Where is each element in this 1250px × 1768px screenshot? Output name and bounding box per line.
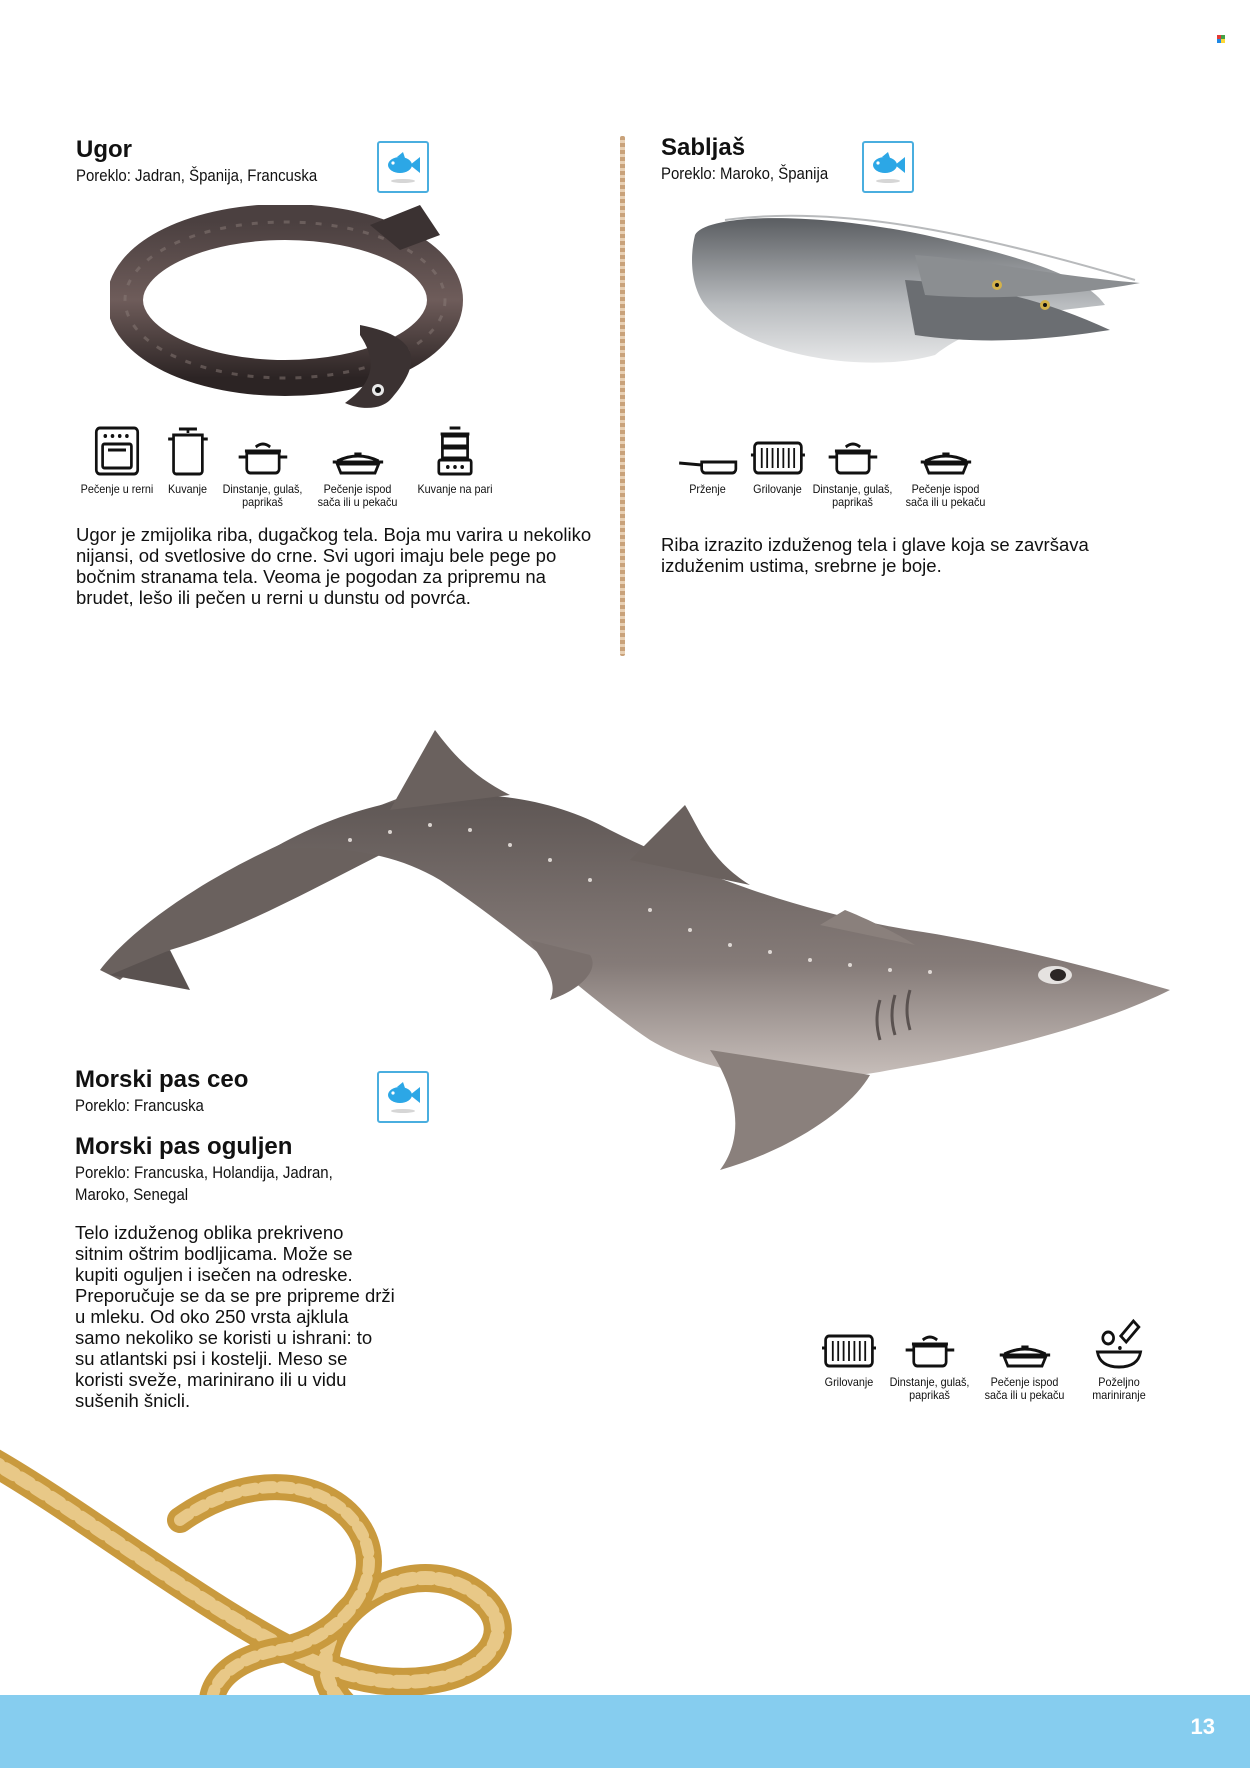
oven-icon	[94, 425, 141, 477]
morski-pas-ceo-title: Morski pas ceo	[75, 1066, 249, 1093]
morski-pas-method-baking-pan: Pečenje ispod sača ili u pekaču	[977, 1318, 1072, 1402]
ugor-fish-badge	[377, 141, 429, 193]
sabljas-fish-image	[685, 205, 1145, 395]
pot-icon	[826, 425, 880, 477]
page-number: 13	[1190, 1714, 1215, 1739]
morski-pas-method-marinating: Poželjno mariniranje	[1079, 1318, 1158, 1402]
ugor-title: Ugor	[76, 136, 132, 163]
ugor-method-stewing: Dinstanje, gulaš, paprikaš	[215, 425, 310, 509]
fish-icon	[379, 1073, 427, 1121]
sabljas-method-stewing: Dinstanje, gulaš, paprikaš	[805, 425, 900, 509]
sabljas-fish-badge	[862, 141, 914, 193]
ugor-origin: Poreklo: Jadran, Španija, Francuska	[76, 166, 318, 185]
morski-pas-fish-badge	[377, 1071, 429, 1123]
pot-icon	[903, 1318, 957, 1370]
morski-pas-ceo-origin: Poreklo: Francuska	[75, 1096, 204, 1115]
morski-pas-description: Telo izduženog oblika prekriveno sitnim oštrim bodljicama. Može se kupiti oguljen i isečen na odreske. Preporučuje se da se pre pripreme drži u mleku. Od oko 250 vrsta ajklula samo nekoliko se koristi u ishrani: to su atlantski psi i kostelji. Meso se koristi sveže, marinirano ili u vidu sušenih šnicli.	[75, 1222, 395, 1411]
morski-pas-oguljen-origin-line2: Maroko, Senegal	[75, 1185, 189, 1204]
sabljas-method-grilling: Grilovanje	[744, 425, 812, 496]
ugor-description: Ugor je zmijolika riba, dugačkog tela. Boja mu varira u nekoliko nijansi, od svetlosive do crne. Svi ugori imaju bele pege po bočnim stranama tela. Veoma je pogodan za pripremu na brudet, lešo ili pečen u rerni u dunstu od povrća.	[76, 524, 592, 608]
ugor-method-boiling: Kuvanje	[154, 425, 222, 496]
sabljas-method-baking-pan: Pečenje ispod sača ili u pekaču	[898, 425, 993, 509]
grill-icon	[749, 425, 807, 477]
morski-pas-method-stewing: Dinstanje, gulaš, paprikaš	[882, 1318, 977, 1402]
baking-pan-icon	[918, 425, 974, 477]
baking-pan-icon	[330, 425, 386, 477]
ugor-method-oven: Pečenje u rerni	[77, 425, 158, 496]
ugor-method-baking-pan: Pečenje ispod sača ili u pekaču	[310, 425, 405, 509]
fish-icon	[379, 143, 427, 191]
morski-pas-oguljen-title: Morski pas oguljen	[75, 1133, 293, 1160]
corner-mark	[1217, 35, 1225, 43]
baking-pan-icon	[997, 1318, 1053, 1370]
shark-image	[90, 720, 1190, 1180]
sabljas-title: Sabljaš	[661, 134, 746, 161]
steamer-icon	[432, 425, 479, 477]
ugor-fish-image	[110, 205, 480, 425]
sabljas-description: Riba izrazito izduženog tela i glave koja se završava izduženim ustima, srebrne je boje.	[661, 534, 1089, 576]
grill-icon	[820, 1318, 878, 1370]
rope-divider	[620, 136, 625, 656]
fish-icon	[864, 143, 912, 191]
morski-pas-oguljen-origin-line1: Poreklo: Francuska, Holandija, Jadran,	[75, 1163, 333, 1182]
morski-pas-method-grilling: Grilovanje	[814, 1318, 884, 1389]
ugor-method-steaming: Kuvanje na pari	[410, 425, 500, 496]
pot-icon	[236, 425, 290, 477]
footer-band	[0, 1695, 1250, 1768]
sabljas-method-frying: Prženje	[665, 425, 751, 496]
pot-tall-icon	[164, 425, 211, 477]
frying-pan-icon	[676, 425, 739, 477]
sabljas-origin: Poreklo: Maroko, Španija	[661, 164, 829, 183]
marinating-icon	[1094, 1318, 1144, 1370]
